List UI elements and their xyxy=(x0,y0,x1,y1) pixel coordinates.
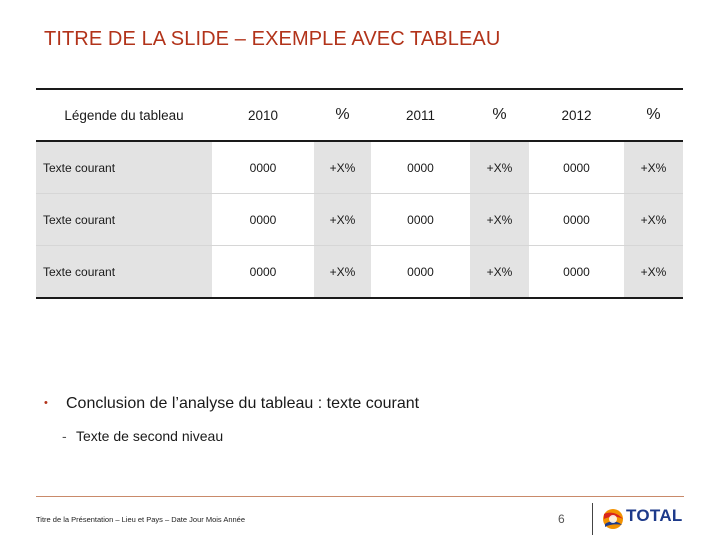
sub-point xyxy=(62,428,223,444)
logo-separator xyxy=(592,503,593,535)
table-cell: 0000 xyxy=(563,264,590,279)
table-cell: +X% xyxy=(470,141,529,194)
header-year-2011: 2011 xyxy=(371,89,470,141)
logo-text: TOTAL xyxy=(626,506,683,525)
row-label: Texte courant xyxy=(36,141,212,194)
table-cell: +X% xyxy=(624,141,683,194)
page-number: 6 xyxy=(558,512,565,526)
slide-title: TITRE DE LA SLIDE – EXEMPLE AVEC TABLEAU xyxy=(44,28,501,50)
data-table xyxy=(36,88,683,299)
table-cell: +X% xyxy=(470,246,529,299)
row-label: Texte courant xyxy=(36,194,212,246)
table-cell: 0000 xyxy=(407,264,434,279)
table-row xyxy=(36,246,683,299)
table-cell: +X% xyxy=(314,246,371,299)
header-percent-2012: % xyxy=(624,89,683,141)
table-cell: 0000 xyxy=(212,141,314,194)
header-year-2010: 2010 xyxy=(212,89,314,141)
table-row xyxy=(36,194,683,246)
header-legend: Légende du tableau xyxy=(36,89,212,141)
table-cell: 0000 xyxy=(529,141,624,194)
header-percent-2011: % xyxy=(470,89,529,141)
table-cell: 0000 xyxy=(249,264,277,279)
bullet-icon: • xyxy=(44,397,48,409)
table-cell: +X% xyxy=(624,246,683,299)
table-cell: +X% xyxy=(314,194,371,246)
footer-divider xyxy=(36,496,684,497)
table-cell: +X% xyxy=(470,194,529,246)
table-cell: 0000 xyxy=(371,194,470,246)
table-cell: 0000 xyxy=(371,141,470,194)
header-year-2012: 2012 xyxy=(529,89,624,141)
table-cell: 0000 xyxy=(212,194,314,246)
table-header-row xyxy=(36,89,683,141)
row-label: Texte courant xyxy=(36,246,212,299)
conclusion-text: Conclusion de l’analyse du tableau : texte courant xyxy=(66,395,420,412)
header-percent-2010: % xyxy=(314,89,371,141)
dash-icon: - xyxy=(62,428,67,444)
table-cell: +X% xyxy=(624,194,683,246)
table-row xyxy=(36,141,683,194)
footer-text: Titre de la Présentation – Lieu et Pays – Date Jour Mois Année xyxy=(36,515,246,524)
table-cell: 0000 xyxy=(529,194,624,246)
conclusion-bullet xyxy=(44,395,419,413)
sub-point-text: Texte de second niveau xyxy=(76,428,224,444)
table-cell: +X% xyxy=(314,141,371,194)
